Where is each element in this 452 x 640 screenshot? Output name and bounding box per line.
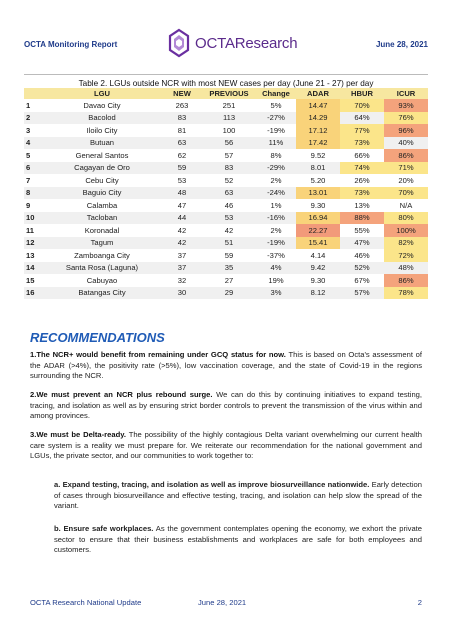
table-row: [24, 137, 428, 150]
table-cell-adar: 14.47: [296, 99, 340, 112]
table-cell-new: 48: [162, 187, 202, 200]
table-cell-change: 4%: [256, 262, 296, 275]
table-cell-new: 59: [162, 162, 202, 175]
table-cell-icur: 70%: [384, 187, 428, 200]
table-cell-rank: 8: [24, 187, 42, 200]
table-cell-new: 42: [177, 225, 187, 235]
col-change: Change: [256, 88, 296, 99]
table-cell-hbur: 74%: [340, 162, 384, 175]
page-number: 2: [417, 598, 422, 607]
table-cell-adar: 5.20: [310, 175, 326, 185]
col-new: NEW: [162, 88, 202, 99]
table-cell-adar: 17.42: [296, 137, 340, 150]
table-cell-change: 3%: [256, 287, 296, 300]
table-cell-previous: 83: [202, 162, 256, 175]
table-cell-hbur: 66%: [354, 150, 370, 160]
table-cell-change: 19%: [268, 275, 284, 285]
table-cell-change: -29%: [256, 162, 296, 175]
table-cell-icur: 93%: [384, 99, 428, 112]
table-row: [24, 274, 428, 287]
table-cell-rank: 6: [24, 162, 42, 175]
recommendation-3a: [54, 480, 422, 512]
table-cell-adar: 17.12: [296, 124, 340, 137]
table-cell-change: 5%: [270, 100, 282, 110]
col-hbur: HBUR: [340, 88, 384, 99]
col-adar: ADAR: [296, 88, 340, 99]
table-cell-hbur: 77%: [340, 124, 384, 137]
recommendation-2-text: We can do this by continuing initiatives to expand testing, tracing, and isolation as well as by ensuring strict border controls to prevent the transmission of the virus within and among provinces.: [30, 390, 423, 421]
table-row: [24, 262, 428, 275]
table-cell-adar: 9.30: [310, 275, 326, 285]
page-header: [24, 28, 428, 68]
table-cell-hbur: 13%: [354, 200, 370, 210]
table-cell-hbur: 57%: [340, 287, 384, 300]
octa-logo-icon: [166, 28, 192, 58]
table-cell-previous: 56: [202, 137, 256, 150]
table-cell-rank: 11: [26, 225, 35, 235]
table-cell-lgu: Cagayan de Oro: [42, 162, 162, 175]
recommendation-3b-text: As the government contemplates opening the economy, we exhort the private sector to ensure that their business establishments and workplaces are safe for both employees and customers.: [54, 524, 423, 555]
recommendation-1: [30, 350, 422, 382]
table-cell-change: 1%: [270, 200, 282, 210]
table-cell-lgu: Koronadal: [84, 225, 120, 235]
table-cell-lgu: Tagum: [42, 237, 162, 250]
recommendation-3a-text: Early detection of cases through biosurveillance and effective testing, tracing, and isolation can help slow the spread of the variant.: [54, 480, 422, 511]
table-cell-adar: 9.30: [310, 200, 326, 210]
table-cell-previous: 57: [224, 150, 234, 160]
table-cell-change: -16%: [256, 212, 296, 225]
table-cell-rank: 14: [24, 262, 42, 275]
table-body: [24, 99, 428, 299]
table-cell-new: 263: [175, 100, 189, 110]
table-cell-rank: 13: [26, 250, 35, 260]
table-cell-previous: 46: [224, 200, 234, 210]
table-cell-lgu: Santa Rosa (Laguna): [42, 262, 162, 275]
table-cell-lgu: Baguio City: [42, 187, 162, 200]
table-cell-change: 11%: [256, 137, 296, 150]
lgu-cases-table: [24, 88, 428, 299]
recommendation-3a-bold: a. Expand testing, tracing, and isolation as well as improve biosurveillance nationwide.: [54, 480, 370, 489]
table-cell-change: -27%: [256, 112, 296, 125]
table-cell-lgu: General Santos: [75, 150, 129, 160]
table-row: [24, 199, 428, 212]
recommendation-3-bold: 3.We must be Delta-ready.: [30, 430, 126, 439]
table-cell-previous: 52: [224, 175, 234, 185]
table-cell-adar: 8.12: [296, 287, 340, 300]
table-cell-hbur: 67%: [354, 275, 370, 285]
table-row: [24, 149, 428, 162]
table-cell-change: 8%: [270, 150, 282, 160]
table-cell-change: -19%: [267, 125, 285, 135]
table-cell-new: 42: [162, 237, 202, 250]
table-cell-hbur: 55%: [354, 225, 370, 235]
table-cell-hbur: 73%: [340, 137, 384, 150]
table-cell-previous: 53: [202, 212, 256, 225]
recommendation-3b-bold: b. Ensure safe workplaces.: [54, 524, 154, 533]
table-cell-new: 44: [162, 212, 202, 225]
table-cell-icur: 78%: [384, 287, 428, 300]
table-cell-previous: 42: [224, 225, 234, 235]
table-row: [24, 99, 428, 112]
table-cell-icur: 100%: [384, 224, 428, 237]
table-cell-previous: 113: [202, 112, 256, 125]
table-cell-new: 30: [162, 287, 202, 300]
table-cell-lgu: Batangas City: [42, 287, 162, 300]
table-cell-hbur: 70%: [340, 99, 384, 112]
table-cell-hbur: 64%: [340, 112, 384, 125]
table-cell-hbur: 26%: [354, 175, 370, 185]
recommendation-3b: [54, 524, 422, 556]
table-cell-change: 2%: [270, 225, 282, 235]
table-cell-lgu: Davao City: [83, 100, 121, 110]
table-cell-rank: 2: [24, 112, 42, 125]
table-cell-new: 81: [177, 125, 187, 135]
table-cell-hbur: 88%: [340, 212, 384, 225]
table-cell-rank: 15: [26, 275, 35, 285]
table-cell-adar: 8.01: [296, 162, 340, 175]
table-cell-hbur: 46%: [354, 250, 370, 260]
table-cell-previous: 251: [222, 100, 236, 110]
table-cell-change: -19%: [256, 237, 296, 250]
table-row: [24, 124, 428, 137]
table-row: [24, 162, 428, 175]
recommendation-3-text: The possibility of the highly contagious Delta variant overwhelming our current health care system is a reality we must prepare for. We reiterate our recommendation for the national government and LGUs, the private sector, and our communities to work together to:: [30, 430, 422, 461]
table-cell-icur: 82%: [384, 237, 428, 250]
table-cell-adar: 16.94: [296, 212, 340, 225]
table-row: [24, 174, 428, 187]
table-cell-icur: 76%: [384, 112, 428, 125]
table-cell-lgu: Iloilo City: [86, 125, 118, 135]
table-cell-lgu: Cebu City: [85, 175, 119, 185]
table-cell-lgu: Bacolod: [42, 112, 162, 125]
table-cell-icur: 86%: [384, 274, 428, 287]
table-cell-rank: 7: [26, 175, 31, 185]
table-caption: Table 2. LGUs outside NCR with most NEW cases per day (June 21 - 27) per day: [24, 74, 428, 88]
recommendation-1-text: This is based on Octa's assessment of the ADAR (>4%), the positivity rate (>5%), low vaccination coverage, and the state of Covid-19 in the regions surrounding the NCR.: [30, 350, 423, 381]
table-cell-adar: 15.41: [296, 237, 340, 250]
table-cell-icur: 48%: [384, 262, 428, 275]
table-cell-adar: 13.01: [296, 187, 340, 200]
table-cell-previous: 63: [202, 187, 256, 200]
table-cell-rank: 10: [24, 212, 42, 225]
footer-report-name: OCTA Research National Update: [30, 598, 142, 607]
table-row: [24, 112, 428, 125]
table-cell-icur: N/A: [399, 200, 413, 210]
table-cell-new: 37: [162, 262, 202, 275]
table-cell-previous: 29: [202, 287, 256, 300]
table-cell-lgu: Cabuyao: [86, 275, 118, 285]
table-cell-rank: 12: [24, 237, 42, 250]
table-cell-new: 83: [162, 112, 202, 125]
table-cell-icur: 86%: [384, 149, 428, 162]
table-cell-adar: 4.14: [310, 250, 326, 260]
table-cell-previous: 100: [222, 125, 236, 135]
col-previous: PREVIOUS: [202, 88, 256, 99]
header-date: June 28, 2021: [375, 40, 428, 49]
table-cell-previous: 27: [224, 275, 234, 285]
table-cell-previous: 51: [202, 237, 256, 250]
table-row: [24, 212, 428, 225]
table-cell-change: 2%: [270, 175, 282, 185]
table-row: [24, 249, 428, 262]
table-cell-icur: 20%: [398, 175, 414, 185]
table-cell-new: 47: [177, 200, 187, 210]
table-cell-change: -24%: [256, 187, 296, 200]
logo-text: OCTAResearch: [195, 34, 298, 52]
table-cell-icur: 71%: [384, 162, 428, 175]
table-row: [24, 237, 428, 250]
table-cell-lgu: Zamboanga City: [74, 250, 130, 260]
table-cell-hbur: 73%: [340, 187, 384, 200]
table-cell-new: 62: [177, 150, 187, 160]
table-cell-rank: 4: [24, 137, 42, 150]
table-cell-adar: 14.29: [296, 112, 340, 125]
table-cell-hbur: 47%: [340, 237, 384, 250]
table-cell-icur: 80%: [384, 212, 428, 225]
table-cell-previous: 35: [202, 262, 256, 275]
col-icur: ICUR: [384, 88, 428, 99]
table-cell-lgu: Calamba: [86, 200, 118, 210]
table-cell-rank: 5: [26, 150, 31, 160]
table-cell-rank: 16: [24, 287, 42, 300]
recommendation-2-bold: 2.We must prevent an NCR plus rebound surge.: [30, 390, 213, 399]
recommendation-1-bold: 1.The NCR+ would benefit from remaining under GCQ status for now.: [30, 350, 286, 359]
table-header-row: [24, 88, 428, 99]
table-cell-hbur: 52%: [340, 262, 384, 275]
col-rank: [24, 88, 42, 99]
table-cell-icur: 72%: [384, 249, 428, 262]
report-name: OCTA Monitoring Report: [24, 40, 118, 49]
table-cell-icur: 96%: [384, 124, 428, 137]
table-cell-change: -37%: [267, 250, 285, 260]
table-cell-previous: 59: [224, 250, 234, 260]
table-cell-adar: 22.27: [296, 224, 340, 237]
table-cell-icur: 40%: [384, 137, 428, 150]
table-cell-rank: 3: [26, 125, 31, 135]
footer-date: June 28, 2021: [198, 598, 247, 607]
recommendations-title: RECOMMENDATIONS: [30, 330, 165, 345]
recommendation-3: [30, 430, 422, 462]
col-lgu: LGU: [42, 88, 162, 99]
table-cell-lgu: Butuan: [42, 137, 162, 150]
table-cell-adar: 9.52: [310, 150, 326, 160]
table-cell-adar: 9.42: [296, 262, 340, 275]
table-row: [24, 187, 428, 200]
table-row: [24, 287, 428, 300]
table-row: [24, 224, 428, 237]
table-cell-new: 37: [177, 250, 187, 260]
recommendation-2: [30, 390, 422, 422]
table-cell-new: 32: [177, 275, 187, 285]
octa-logo: [166, 28, 297, 58]
table-cell-lgu: Tacloban: [42, 212, 162, 225]
table-cell-rank: 1: [26, 100, 31, 110]
table-cell-rank: 9: [26, 200, 31, 210]
table-cell-new: 63: [162, 137, 202, 150]
table-cell-new: 53: [177, 175, 187, 185]
